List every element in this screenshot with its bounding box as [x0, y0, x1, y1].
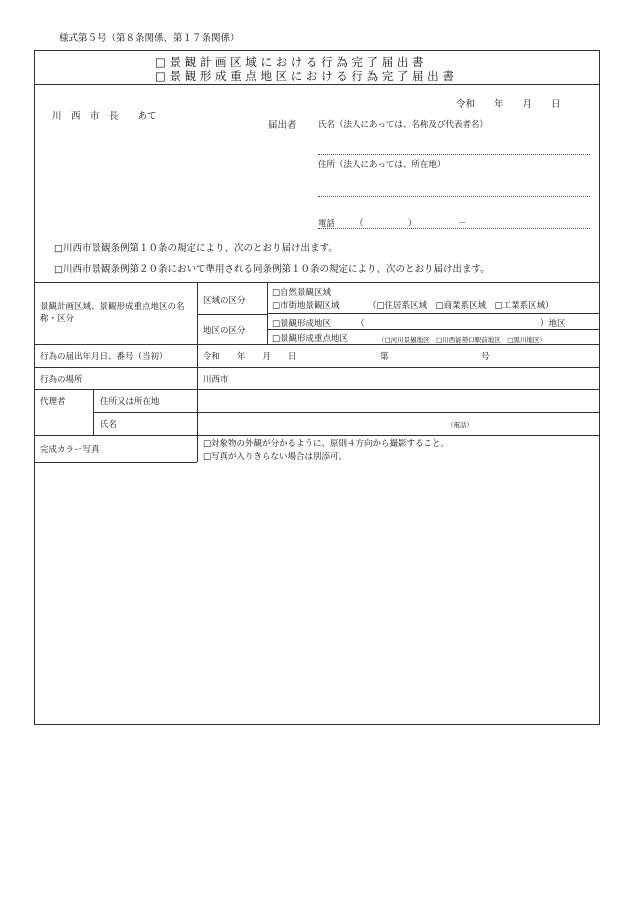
photo-label-bottom	[34, 462, 197, 463]
notice-number-suffix: 号	[481, 352, 490, 362]
addressee: 川 西 市 長 あて	[52, 111, 157, 122]
place-value[interactable]: 川西市	[203, 375, 229, 385]
zone-district-divider-left	[197, 314, 267, 315]
district-formation-suffix: ）地区	[540, 319, 566, 329]
title-line-1: □ 景 観 計 画 区 域 に お け る 行 為 完 了 届 出 書	[155, 55, 424, 69]
applicant-name-label: 氏名（法人にあっては、名称及び代表者名）	[318, 120, 488, 130]
photo-attachment-area[interactable]	[40, 470, 594, 718]
declaration-article-10[interactable]: □川西市景観条例第１０条の規定により、次のとおり届け出ます。	[54, 243, 338, 254]
photo-note-2: □写真が入りきらない場合は別添可。	[203, 452, 348, 462]
zone-option-natural[interactable]: □自然景観区域	[272, 288, 332, 298]
row-divider-2	[34, 367, 600, 368]
district-formation-paren: （	[356, 319, 365, 329]
phone-paren-close: ）	[408, 219, 417, 229]
agent-row-divider	[93, 412, 600, 413]
agent-name-label: 氏名	[100, 420, 118, 430]
applicant-phone-label: 電話	[318, 219, 336, 229]
district-priority-sub[interactable]: （□河川景観地区 □川西能勢口駅前地区 □黒川地区）	[378, 336, 546, 344]
row-divider-3	[34, 389, 600, 390]
district-option-priority[interactable]: □景観形成重点地区	[272, 334, 349, 344]
zone-option-urban-sub[interactable]: （□住居系区域 □商業系区域 □工業系区域）	[368, 301, 554, 311]
photo-note-1: □対象物の外観が分かるように、原則４方向から撮影すること。	[203, 439, 450, 449]
applicant-address-label: 住所（法人にあっては、所在地）	[318, 160, 446, 170]
notice-date[interactable]: 令和 年 月 日	[203, 352, 297, 362]
applicant-address-field[interactable]	[318, 196, 590, 197]
table-top-border	[34, 282, 600, 283]
zone-district-divider	[267, 313, 600, 314]
agent-phone[interactable]: （電話）	[447, 421, 473, 429]
row-divider-4	[34, 435, 600, 436]
applicant-label: 届出者	[268, 120, 297, 131]
notice-label: 行為の届出年月日、番号（当初）	[40, 352, 168, 362]
submission-date: 令和 年 月 日	[456, 99, 561, 110]
form-number: 様式第５号（第８条関係、第１７条関係）	[59, 33, 240, 44]
district-option-formation[interactable]: □景観形成地区	[272, 319, 332, 329]
photo-label: 完成カラー写真	[40, 445, 100, 455]
phone-dash: －	[458, 219, 467, 229]
district-label: 地区の区分	[203, 326, 246, 336]
district-row-divider	[267, 329, 600, 330]
place-label: 行為の場所	[40, 375, 83, 385]
row-divider-1	[34, 344, 600, 345]
agent-label: 代理者	[40, 397, 66, 407]
zone-label: 区域の区分	[203, 296, 246, 306]
phone-paren-open: （	[355, 219, 364, 229]
area-name-label: 景観計画区域、景観形成重点地区の名称・区分	[40, 302, 185, 324]
title-line-2: □ 景 観 形 成 重 点 地 区 に お け る 行 為 完 了 届 出 書	[155, 69, 454, 83]
applicant-name-field[interactable]	[318, 154, 590, 155]
applicant-phone-field[interactable]	[318, 228, 590, 229]
agent-address-label: 住所又は所在地	[100, 397, 160, 407]
declaration-article-20[interactable]: □川西市景観条例第２０条において準用される同条例第１０条の規定により、次のとおり届け出ます。	[54, 264, 490, 275]
title-divider	[34, 84, 600, 85]
notice-number-prefix: 第	[380, 352, 389, 362]
zone-option-urban[interactable]: □市街地景観区域	[272, 301, 340, 311]
